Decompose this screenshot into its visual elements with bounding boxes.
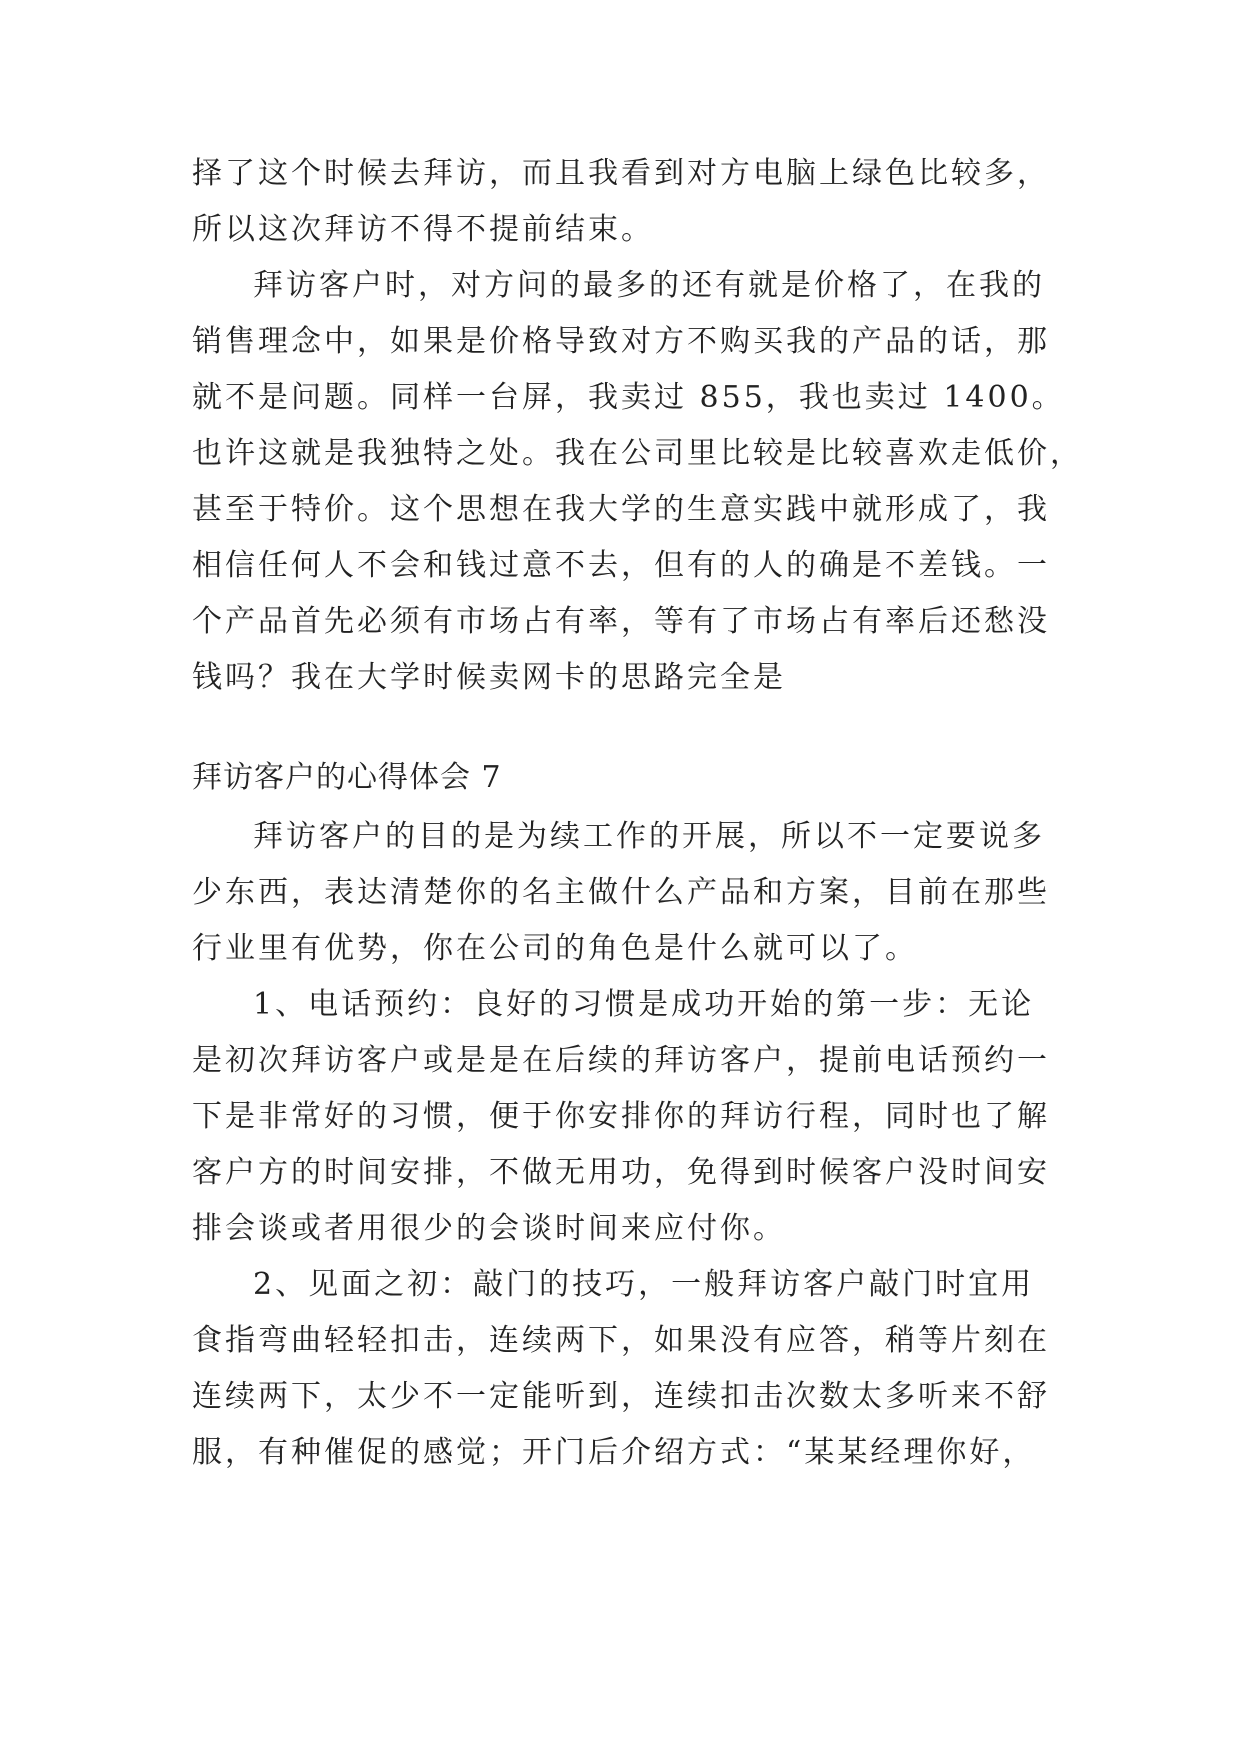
body-text-line: 就不是问题。同样一台屏，我卖过 855，我也卖过 1400。: [192, 380, 1065, 415]
body-text-line: 择了这个时候去拜访，而且我看到对方电脑上绿色比较多，: [192, 156, 1050, 191]
body-text-line: 服，有种催促的感觉；开门后介绍方式：“某某经理你好，: [192, 1435, 1036, 1470]
body-text-line: 甚至于特价。这个思想在我大学的生意实践中就形成了，我: [192, 492, 1050, 527]
body-text-line: 连续两下，太少不一定能听到，连续扣击次数太多听来不舒: [192, 1379, 1050, 1414]
body-text-line: 是初次拜访客户或是是在后续的拜访客户，提前电话预约一: [192, 1043, 1050, 1078]
paragraph-first-line: 拜访客户时，对方问的最多的还有就是价格了，在我的: [253, 268, 1045, 303]
body-text-line: 销售理念中，如果是价格导致对方不购买我的产品的话，那: [192, 324, 1050, 359]
body-text-line: 相信任何人不会和钱过意不去，但有的人的确是不差钱。一: [192, 548, 1050, 583]
body-text-line: 食指弯曲轻轻扣击，连续两下，如果没有应答，稍等片刻在: [192, 1323, 1050, 1358]
paragraph-first-line: 2、见面之初：敲门的技巧，一般拜访客户敲门时宜用: [253, 1267, 1035, 1302]
body-text-line: 排会谈或者用很少的会谈时间来应付你。: [192, 1211, 786, 1246]
body-text-line: 所以这次拜访不得不提前结束。: [192, 212, 654, 247]
body-text-line: 少东西，表达清楚你的名主做什么产品和方案，目前在那些: [192, 875, 1050, 910]
body-text-line: 也许这就是我独特之处。我在公司里比较是比较喜欢走低价，: [192, 436, 1083, 471]
body-text-line: 行业里有优势，你在公司的角色是什么就可以了。: [192, 931, 918, 966]
body-text-line: 客户方的时间安排，不做无用功，免得到时候客户没时间安: [192, 1155, 1050, 1190]
paragraph-first-line: 1、电话预约：良好的习惯是成功开始的第一步：无论: [253, 987, 1035, 1022]
body-text-line: 下是非常好的习惯，便于你安排你的拜访行程，同时也了解: [192, 1099, 1050, 1134]
body-text-line: 钱吗？我在大学时候卖网卡的思路完全是: [192, 660, 786, 695]
body-text-line: 个产品首先必须有市场占有率，等有了市场占有率后还愁没: [192, 604, 1050, 639]
paragraph-first-line: 拜访客户的目的是为续工作的开展，所以不一定要说多: [253, 819, 1045, 854]
section-heading: 拜访客户的心得体会 7: [192, 760, 502, 795]
